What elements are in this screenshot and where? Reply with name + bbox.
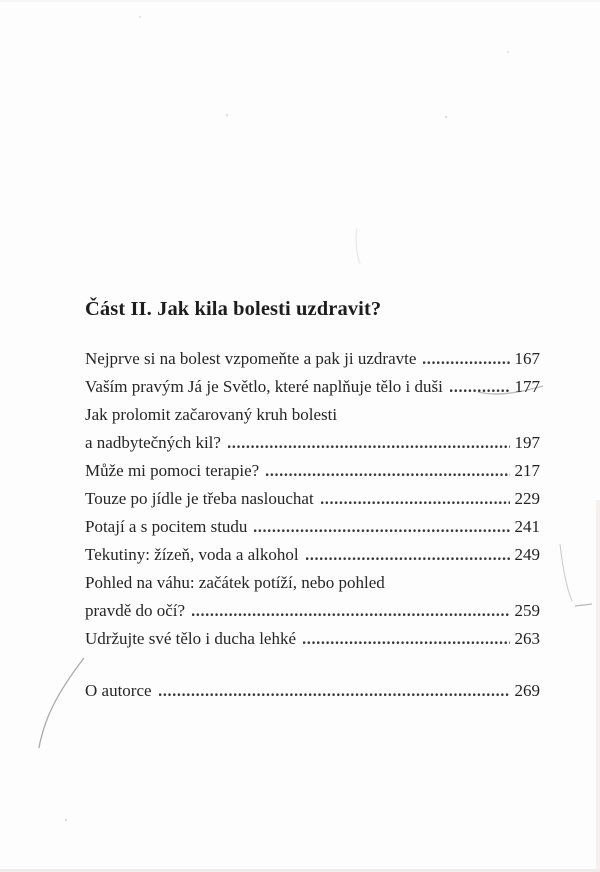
artifact-speck (226, 114, 228, 116)
toc-entry-page-number: 177 (514, 377, 540, 396)
toc-entry-label: Tekutiny: žízeň, voda a alkohol (85, 545, 299, 564)
toc-entry-list (85, 345, 540, 705)
toc-entry-page-number: 249 (514, 545, 540, 564)
toc-entry (85, 457, 540, 485)
dot-leader (192, 612, 509, 616)
artifact-speck (139, 16, 141, 18)
dot-leader (228, 444, 510, 448)
toc-entry-page-number: 217 (514, 461, 540, 480)
table-of-contents (85, 297, 540, 705)
toc-entry (85, 541, 540, 569)
toc-entry-label: Touze po jídle je třeba naslouchat (85, 489, 314, 508)
toc-entry-label: Jak prolomit začarovaný kruh bolesti (85, 405, 338, 424)
toc-entry-page-number: 263 (514, 629, 540, 648)
toc-entry-page-number: 269 (514, 681, 540, 700)
artifact-speck (65, 819, 67, 821)
artifact-left-curve (39, 658, 84, 748)
toc-entry-page-number: 229 (514, 489, 540, 508)
dot-leader (423, 360, 509, 364)
toc-entry-page-number: 259 (514, 601, 540, 620)
dot-leader (303, 640, 509, 644)
dot-leader (266, 472, 509, 476)
toc-entry (85, 345, 540, 373)
toc-entry (85, 485, 540, 513)
toc-entry (85, 373, 540, 401)
dot-leader (450, 388, 510, 392)
toc-entry (85, 569, 540, 597)
scan-edge-top (0, 0, 600, 2)
toc-entry-label: Pohled na váhu: začátek potíží, nebo pohled (85, 573, 385, 592)
artifact-speck (445, 116, 447, 118)
toc-entry (85, 513, 540, 541)
scan-edge-right (596, 500, 600, 872)
artifact-mid-scratch (356, 228, 360, 264)
toc-entry-page-number: 197 (514, 433, 540, 452)
artifact-right-line (560, 544, 572, 601)
toc-entry (85, 597, 540, 625)
dot-leader (254, 528, 509, 532)
toc-entry-label: O autorce (85, 681, 152, 700)
toc-entry-label: Nejprve si na bolest vzpomeňte a pak ji uzdravte (85, 349, 417, 368)
toc-entry-about-author (85, 677, 540, 705)
artifact-right-dash (575, 604, 592, 606)
toc-entry-label: Udržujte své tělo i ducha lehké (85, 629, 297, 648)
toc-entry (85, 401, 540, 429)
toc-entry-label: Může mi pomoci terapie? (85, 461, 260, 480)
section-title: Část II. Jak kila bolesti uzdravit? (85, 298, 382, 320)
dot-leader (321, 500, 510, 504)
toc-entry-label: a nadbytečných kil? (85, 433, 221, 452)
artifact-speck (507, 51, 509, 53)
toc-entry (85, 625, 540, 653)
toc-entry-page-number: 167 (514, 349, 540, 368)
toc-entry-page-number: 241 (514, 517, 540, 536)
toc-entry (85, 429, 540, 457)
toc-entry-label: Potají a s pocitem studu (85, 517, 248, 536)
dot-leader (159, 692, 510, 696)
dot-leader (306, 556, 510, 560)
toc-entry-label: Vaším pravým Já je Světlo, které naplňuje tělo i duši (85, 377, 443, 396)
toc-entry-label: pravdě do očí? (85, 601, 186, 620)
